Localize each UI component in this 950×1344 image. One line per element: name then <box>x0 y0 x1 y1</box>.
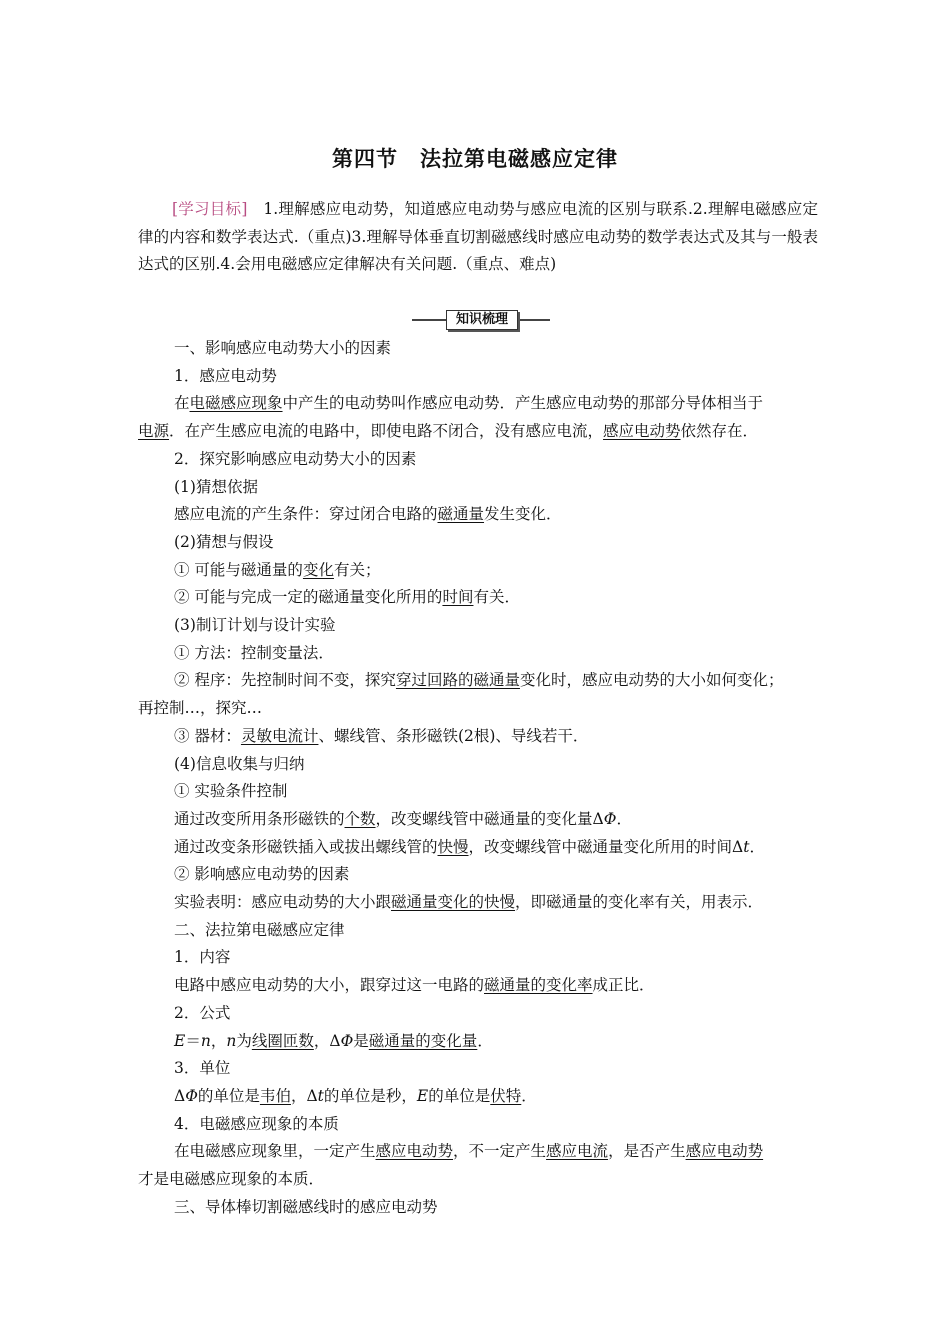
blank-answer: 磁通量的变化率 <box>484 976 593 995</box>
paragraph-line: ③ 器材：灵敏电流计、螺线管、条形磁铁(2根)、导线若干． <box>174 726 589 745</box>
paragraph-line: 实验表明：感应电动势的大小跟磁通量变化的快慢，即磁通量的变化率有关，用表示． <box>174 893 764 912</box>
paragraph-line: ① 可能与磁通量的变化有关； <box>174 560 381 579</box>
blank-answer: 变化 <box>302 560 334 579</box>
subheading-1-1: 1．感应电动势 <box>174 366 277 385</box>
paragraph-line: ① 方法：控制变量法． <box>174 643 334 662</box>
paragraph-line: 感应电流的产生条件：穿过闭合电路的磁通量发生变化． <box>174 505 562 524</box>
paragraph-line: 电路中感应电动势的大小，跟穿过这一电路的磁通量的变化率成正比． <box>174 976 655 995</box>
heading-3: 三、导体棒切割磁感线时的感应电动势 <box>174 1197 438 1216</box>
heading-1: 一、影响感应电动势大小的因素 <box>174 339 392 357</box>
blank-answer: 电磁感应现象 <box>189 394 283 413</box>
blank-answer: 穿过回路的磁通量 <box>395 671 520 690</box>
paragraph-line: 再控制…，探究… <box>138 699 263 718</box>
blank-answer: 感应电流 <box>546 1142 609 1161</box>
blank-answer: 磁通量 <box>437 505 485 524</box>
paragraph-line: ② 程序：先控制时间不变，探究穿过回路的磁通量变化时，感应电动势的大小如何变化； <box>174 671 784 690</box>
section-banner <box>412 310 550 330</box>
blank-answer: 时间 <box>442 588 474 607</box>
paragraph-line: ② 可能与完成一定的磁通量变化所用的时间有关． <box>174 588 520 607</box>
paragraph-line: 在电磁感应现象里，一定产生感应电动势，不一定产生感应电流，是否产生感应电动势 <box>174 1142 764 1161</box>
blank-answer: 灵敏电流计 <box>240 726 319 745</box>
blank-answer: 感应电动势 <box>375 1142 454 1161</box>
blank-answer: 磁通量变化的快慢 <box>391 893 516 912</box>
subheading-2-4: 4．电磁感应现象的本质 <box>174 1114 339 1133</box>
subheading-2-2: 2．公式 <box>174 1003 231 1022</box>
banner-label: 知识梳理 <box>446 310 518 330</box>
blank-answer: 磁通量的变化量 <box>368 1031 478 1050</box>
subheading-2-1: 1．内容 <box>174 948 231 967</box>
blank-answer: 韦伯 <box>259 1086 291 1105</box>
paragraph-line: ΔΦ的单位是韦伯，Δt的单位是秒，E的单位是伏特． <box>174 1086 537 1105</box>
subheading-1-2: 2．探究影响感应电动势大小的因素 <box>174 449 417 468</box>
paragraph-line: 通过改变所用条形磁铁的个数，改变螺线管中磁通量的变化量ΔΦ． <box>174 809 632 828</box>
paragraph-line: 在电磁感应现象中产生的电动势叫作感应电动势．产生感应电动势的那部分导体相当于 <box>174 394 764 413</box>
content-body <box>138 335 838 1222</box>
blank-answer: 感应电动势 <box>603 422 681 441</box>
blank-answer: 个数 <box>344 809 376 828</box>
blank-answer: 伏特 <box>490 1086 522 1105</box>
paragraph-line: (1)猜想依据 <box>174 477 258 496</box>
blank-answer: 电源 <box>138 422 170 441</box>
paragraph-line: 通过改变条形磁铁插入或拔出螺线管的快慢，改变螺线管中磁通量变化所用的时间Δt． <box>174 837 765 856</box>
subheading-2-3: 3．单位 <box>174 1059 231 1078</box>
blank-answer: 快慢 <box>437 837 469 856</box>
paragraph-line: 电源．在产生感应电流的电路中，即使电路不闭合，没有感应电流，感应电动势依然存在． <box>138 422 759 441</box>
paragraph-line: (4)信息收集与归纳 <box>174 754 305 773</box>
paragraph-line: (3)制订计划与设计实验 <box>174 616 336 635</box>
paragraph-line: ① 实验条件控制 <box>174 782 288 801</box>
paragraph-line: ② 影响感应电动势的因素 <box>174 865 350 884</box>
goals-text: 1.理解感应电动势，知道感应电动势与感应电流的区别与联系.2.理解电磁感应定律的内容和数学表达式.（重点)3.理解导体垂直切割磁感线时感应电动势的数学表达式及其与一般表达式的区别.4.会用电磁感应定律解决有关问题.（重点、难点) <box>138 200 818 273</box>
formula-line: E＝n，n为线圈匝数，ΔΦ是磁通量的变化量． <box>174 1031 493 1050</box>
page-title: 第四节 法拉第电磁感应定律 <box>332 147 618 171</box>
paragraph-line: 才是电磁感应现象的本质． <box>138 1170 325 1189</box>
paragraph-line: (2)猜想与假设 <box>174 532 274 551</box>
blank-answer: 感应电动势 <box>685 1142 764 1161</box>
blank-answer: 线圈匝数 <box>251 1031 314 1050</box>
learning-goals <box>138 196 818 279</box>
goals-tag: [学习目标] <box>172 200 248 218</box>
heading-2: 二、法拉第电磁感应定律 <box>174 920 345 939</box>
